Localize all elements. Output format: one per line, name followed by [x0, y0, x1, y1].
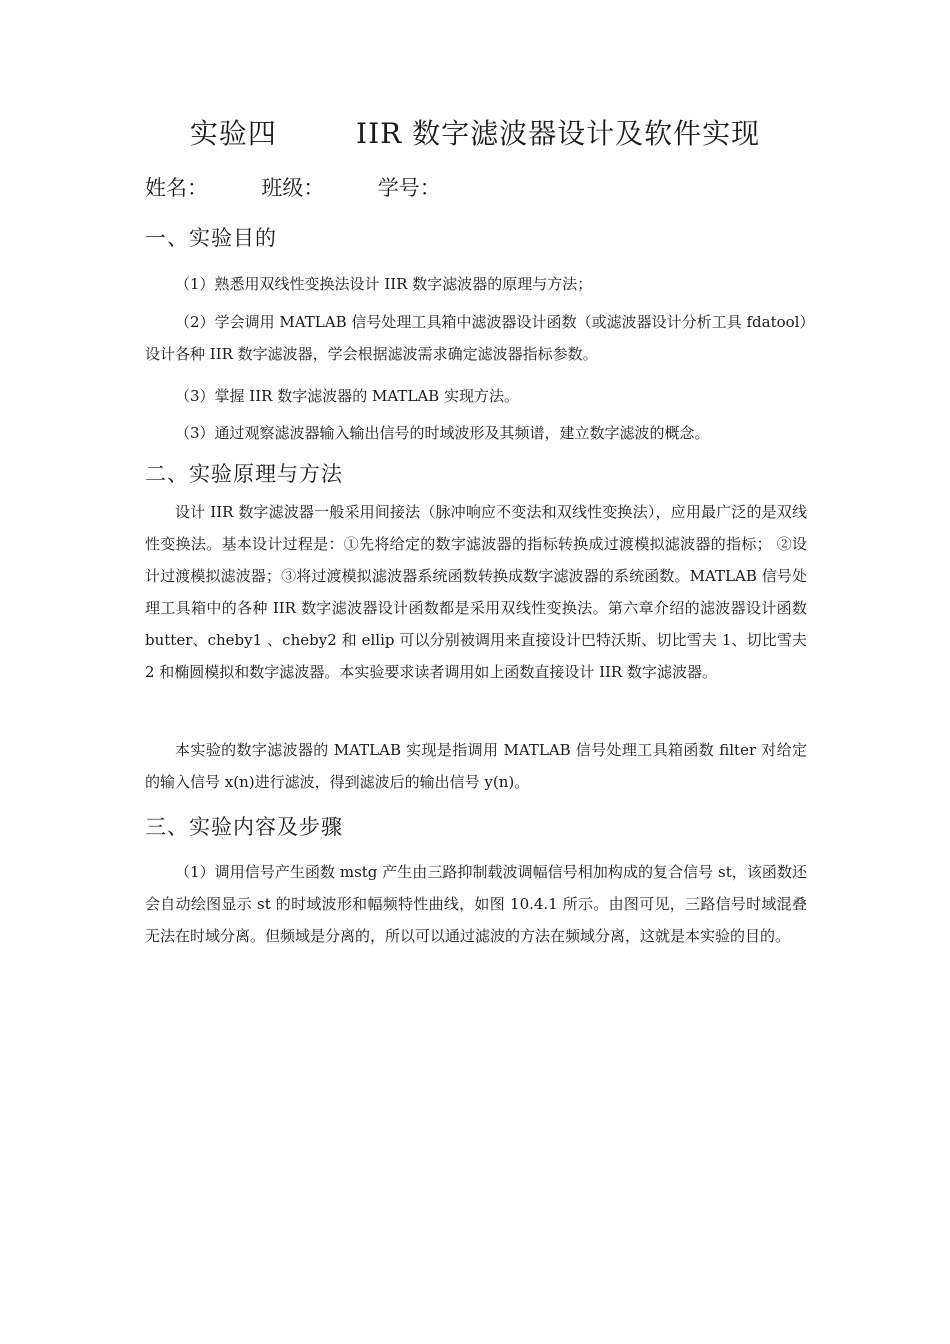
steps-paragraph: （1）调用信号产生函数 mstg 产生由三路抑制载波调幅信号相加构成的复合信号 st，该函数还会自动绘图显示 st 的时域波形和幅频特性曲线，如图 10.4.1 所示。由图可见，三路信号时域混叠无法在时域分离。但频域是分离的，所以可以通过滤波的方法在频域分离，这就是本实验的目的。	[145, 863, 807, 945]
principle-paragraph: 设计 IIR 数字滤波器一般采用间接法（脉冲响应不变法和双线性变换法），应用最广泛的是双线性变换法。基本设计过程是：①先将给定的数字滤波器的指标转换成过渡模拟滤波器的指标； ②设计过渡模拟滤波器；③将过渡模拟滤波器系统函数转换成数字滤波器的系统函数。MATLAB 信号处理工具箱中的各种 IIR 数字滤波器设计函数都是采用双线性变换法。第六章介绍的滤波器设计函数 butter、cheby1 、cheby2 和 ellip 可以分别被调用来直接设计巴特沃斯、切比雪夫 1、切比雪夫 2 和椭圆模拟和数字滤波器。本实验要求读者调用如上函数直接设计 IIR 数字滤波器。	[145, 503, 807, 681]
section-heading-objectives: 一、实验目的	[145, 226, 277, 250]
section-heading-steps: 三、实验内容及步骤	[145, 815, 343, 839]
student-info-line: 姓名： 班级： 学号：	[145, 176, 441, 200]
document-title: 实验四 IIR 数字滤波器设计及软件实现	[189, 117, 761, 150]
principle-paragraph: 本实验的数字滤波器的 MATLAB 实现是指调用 MATLAB 信号处理工具箱函数 filter 对给定的输入信号 x(n)进行滤波，得到滤波后的输出信号 y(n)。	[145, 741, 807, 791]
objective-item: （3）掌握 IIR 数字滤波器的 MATLAB 实现方法。	[175, 387, 519, 405]
objective-item: （3）通过观察滤波器输入输出信号的时域波形及其频谱，建立数字滤波的概念。	[175, 424, 710, 442]
section-heading-principle: 二、实验原理与方法	[145, 462, 343, 486]
objective-item: （1）熟悉用双线性变换法设计 IIR 数字滤波器的原理与方法；	[175, 275, 593, 293]
objective-item: （2）学会调用 MATLAB 信号处理工具箱中滤波器设计函数（或滤波器设计分析工具 fdatool）设计各种 IIR 数字滤波器，学会根据滤波需求确定滤波器指标参数。	[145, 313, 807, 363]
